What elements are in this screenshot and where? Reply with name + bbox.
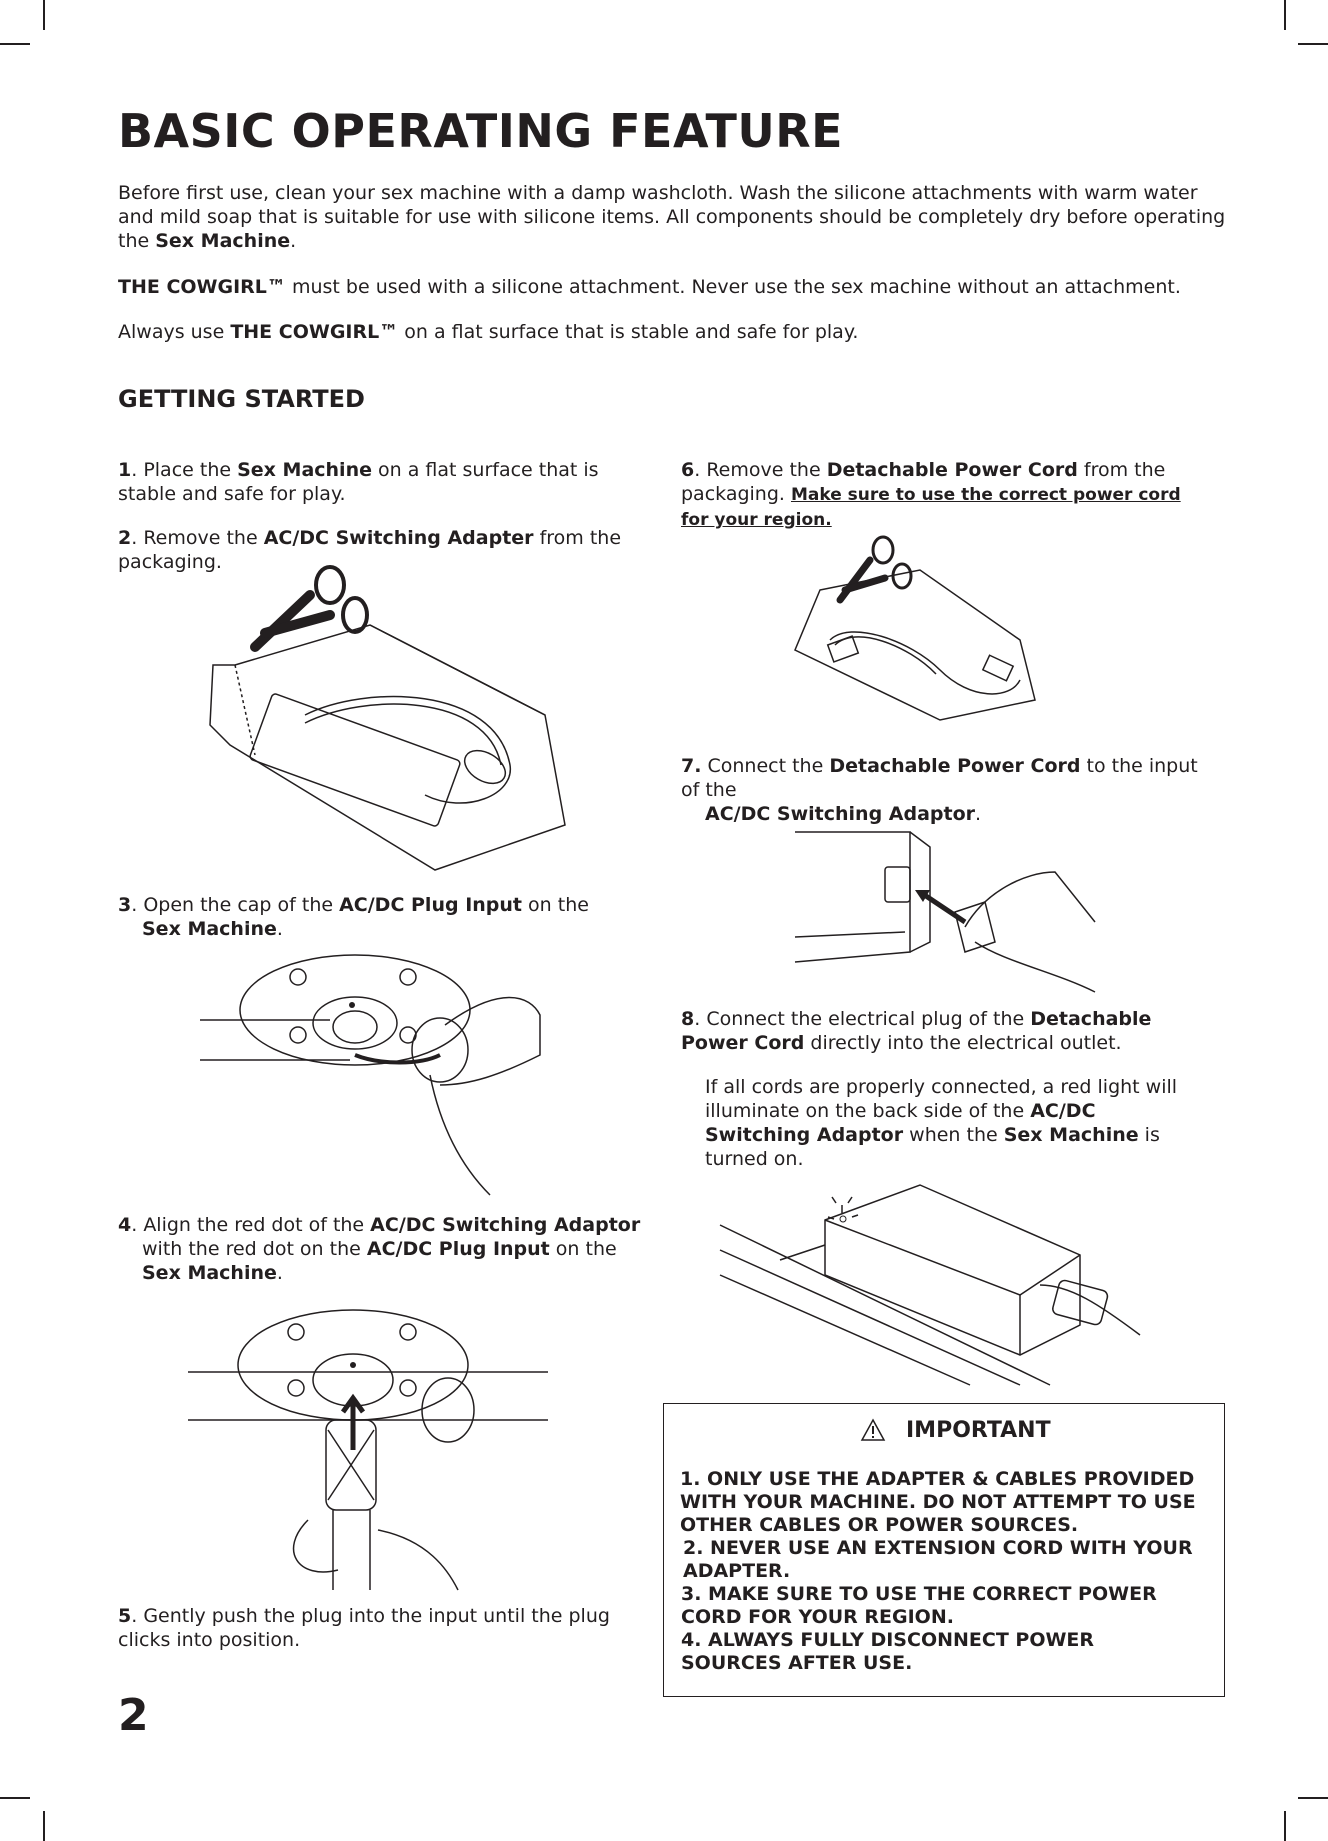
step-3: 3. Open the cap of the AC/DC Plug Input on the Sex Machine. [118, 894, 589, 940]
important-item: 1. ONLY USE THE ADAPTER & CABLES PROVIDED WITH YOUR MACHINE. DO NOT ATTEMPT TO USE OTHER CABLES OR POWER SOURCES. [680, 1468, 1196, 1536]
step-1: 1. Place the Sex Machine on a flat surface that is stable and safe for play. [118, 459, 599, 505]
intro-paragraph-3: Always use THE COWGIRL™ on a flat surface that is stable and safe for play. [118, 321, 859, 343]
step-4: 4. Align the red dot of the AC/DC Switching Adaptor with the red dot on the AC/DC Plug Input on the Sex Machine. [118, 1214, 641, 1284]
adapter-light-illustration [720, 1175, 1170, 1385]
scissors-icon [255, 567, 367, 647]
open-cap-illustration [200, 945, 560, 1195]
crop-mark [1284, 1811, 1286, 1841]
step-2: 2. Remove the AC/DC Switching Adapter from the packaging. [118, 527, 622, 573]
crop-mark [43, 1811, 45, 1841]
important-title: IMPORTANT [906, 1418, 1051, 1443]
crop-mark [0, 1797, 30, 1799]
important-item: 2. NEVER USE AN EXTENSION CORD WITH YOUR ADAPTER. [683, 1537, 1193, 1582]
intro-paragraph-2: THE COWGIRL™ must be used with a silicone attachment. Never use the sex machine without an attachment. [118, 276, 1181, 298]
crop-mark [1284, 0, 1286, 30]
section-heading-getting-started: GETTING STARTED [118, 385, 365, 413]
page-number: 2 [118, 1690, 149, 1741]
connect-cord-illustration [795, 812, 1095, 992]
scissors-icon [840, 537, 911, 600]
warning-triangle-icon [860, 1418, 886, 1442]
page-title: BASIC OPERATING FEATURE [118, 104, 844, 158]
align-plug-illustration [188, 1300, 558, 1590]
step-7: 7. Connect the Detachable Power Cord to the input of the AC/DC Switching Adaptor. [681, 755, 1198, 825]
crop-mark [1298, 1797, 1328, 1799]
step-8: 8. Connect the electrical plug of the Detachable Power Cord directly into the electrical outlet. [681, 1008, 1152, 1054]
crop-mark [0, 43, 30, 45]
adapter-package-illustration [195, 575, 575, 875]
step-8-note: If all cords are properly connected, a red light will illuminate on the back side of the AC/DC Switching Adaptor when the Sex Machine is turned on. [705, 1076, 1178, 1170]
important-item: 3. MAKE SURE TO USE THE CORRECT POWER CORD FOR YOUR REGION. [681, 1583, 1157, 1628]
step-6: 6. Remove the Detachable Power Cord from the packaging. Make sure to use the correct power cord for your region. [681, 459, 1181, 530]
power-cord-package-illustration [790, 530, 1040, 720]
crop-mark [43, 0, 45, 30]
important-item: 4. ALWAYS FULLY DISCONNECT POWER SOURCES AFTER USE. [681, 1629, 1095, 1674]
crop-mark [1298, 43, 1328, 45]
intro-paragraph-1: Before first use, clean your sex machine with a damp washcloth. Wash the silicone attachments with warm water and mild soap that is suitable for use with silicone items. All components should be completely dry before operating the Sex Machine. [118, 182, 1226, 252]
step-5: 5. Gently push the plug into the input until the plug clicks into position. [118, 1605, 610, 1651]
